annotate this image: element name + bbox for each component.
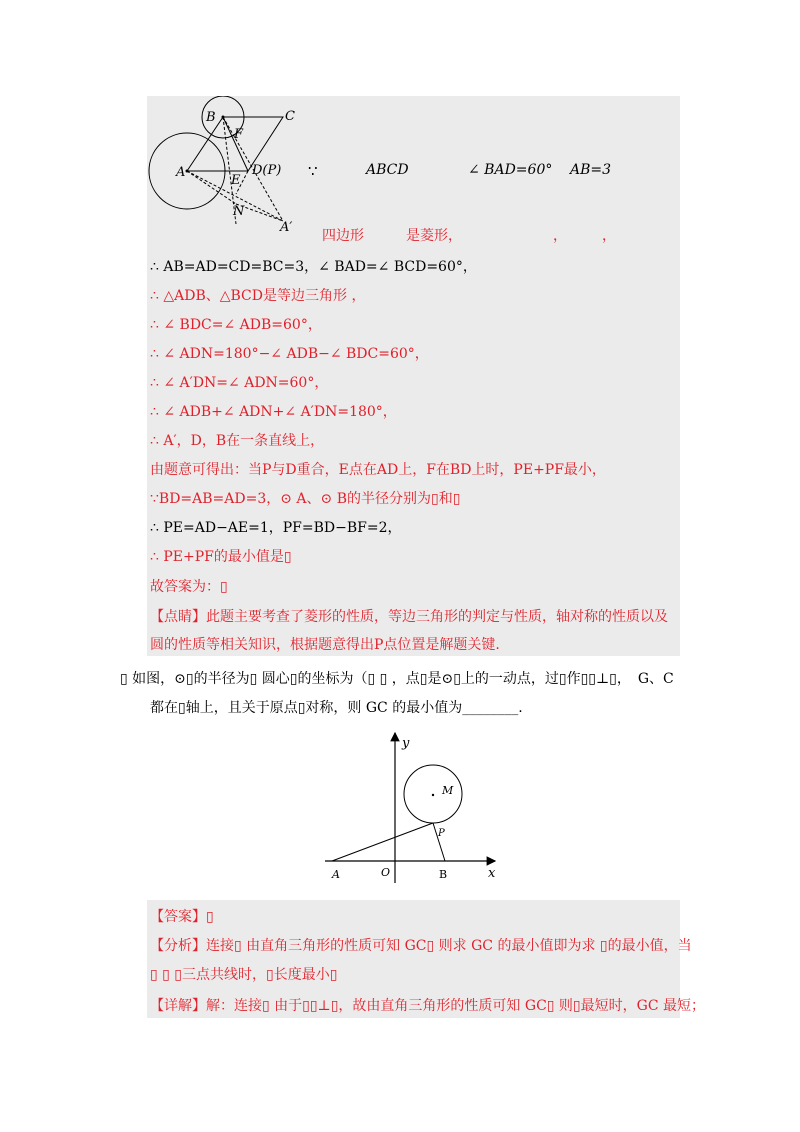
analysis-line-2: ▯ ▯ ▯三点共线时，▯长度最小▯ — [150, 967, 338, 983]
label-y: y — [402, 736, 410, 751]
sol-line-12: 故答案为：▯ — [150, 579, 228, 595]
sol-line-1: ∴ AB=AD=CD=BC=3，∠ BAD=∠ BCD=60°， — [150, 259, 477, 275]
label-o: O — [381, 866, 391, 879]
sol-line-8: 由题意可得出：当P与D重合，E点在AD上，F在BD上时，PE+PF最小， — [150, 462, 606, 478]
coordinate-figure — [320, 728, 510, 888]
sol-line-11: ∴ PE+PF的最小值是▯ — [150, 549, 292, 565]
answer-line: 【答案】▯ — [150, 909, 214, 925]
label-f: F — [234, 127, 244, 142]
sol-line-5: ∴ ∠ A′DN=∠ ADN=60°， — [150, 375, 329, 391]
given-symbol: ∵ — [308, 162, 318, 180]
given-angle: ∠ BAD=60° — [468, 162, 553, 178]
label-e: E — [231, 173, 241, 188]
rhombus-figure — [148, 96, 298, 236]
line-an — [187, 171, 236, 204]
label-c: C — [285, 109, 295, 124]
sol-line-4: ∴ ∠ ADN=180°−∠ ADB−∠ BDC=60°， — [150, 346, 429, 362]
sol-line-10: ∴ PE=AD−AE=1，PF=BD−BF=2， — [150, 520, 402, 536]
label-n: N — [233, 204, 245, 219]
given-ab: AB=3 — [570, 162, 612, 178]
label-b: B — [206, 110, 216, 125]
question2-line2: 都在▯轴上，且关于原点▯对称，则 GC 的最小值为________. — [150, 700, 523, 716]
rhombus-line: 四边形 是菱形， ， ， — [322, 228, 616, 244]
detail-line: 【详解】解：连接▯ 由于▯▯⊥▯，故由直角三角形的性质可知 GC▯ 则▯最短时，GC 最短； — [150, 998, 705, 1014]
sol-line-9: ∵BD=AB=AD=3，⊙ A、⊙ B的半径分别为▯和▯ — [150, 491, 461, 507]
label-b: B — [439, 868, 448, 881]
label-a: A — [332, 868, 340, 881]
label-a: A — [176, 165, 186, 180]
label-x: x — [488, 866, 496, 881]
sol-line-14: 圆的性质等相关知识，根据题意得出P点位置是解题关键. — [150, 637, 500, 653]
label-a-prime: A′ — [280, 220, 293, 235]
label-m: M — [442, 784, 454, 797]
line-ap — [332, 823, 433, 861]
analysis-line-1: 【分析】连接▯ 由直角三角形的性质可知 GC▯ 则求 GC 的最小值即为求 ▯的最小值，当 — [150, 938, 692, 954]
sol-line-13: 【点睛】此题主要考查了菱形的性质，等边三角形的判定与性质，轴对称的性质以及 — [150, 609, 668, 625]
label-p: P — [438, 828, 445, 839]
given-abcd: ABCD — [366, 162, 409, 178]
question2-line1: ▯ 如图，⊙▯的半径为▯ 圆心▯的坐标为（▯ ▯ ，点▯是⊙▯上的一动点，过▯作▯▯⊥▯， G、C — [120, 671, 674, 687]
label-d: D(P) — [252, 163, 282, 178]
sol-line-6: ∴ ∠ ADB+∠ ADN+∠ A′DN=180°， — [150, 404, 397, 420]
sol-line-3: ∴ ∠ BDC=∠ ADB=60°， — [150, 317, 322, 333]
sol-line-7: ∴ A′，D，B在一条直线上， — [150, 433, 325, 449]
sol-line-2: ∴ △ADB、△BCD是等边三角形 ， — [150, 288, 366, 304]
